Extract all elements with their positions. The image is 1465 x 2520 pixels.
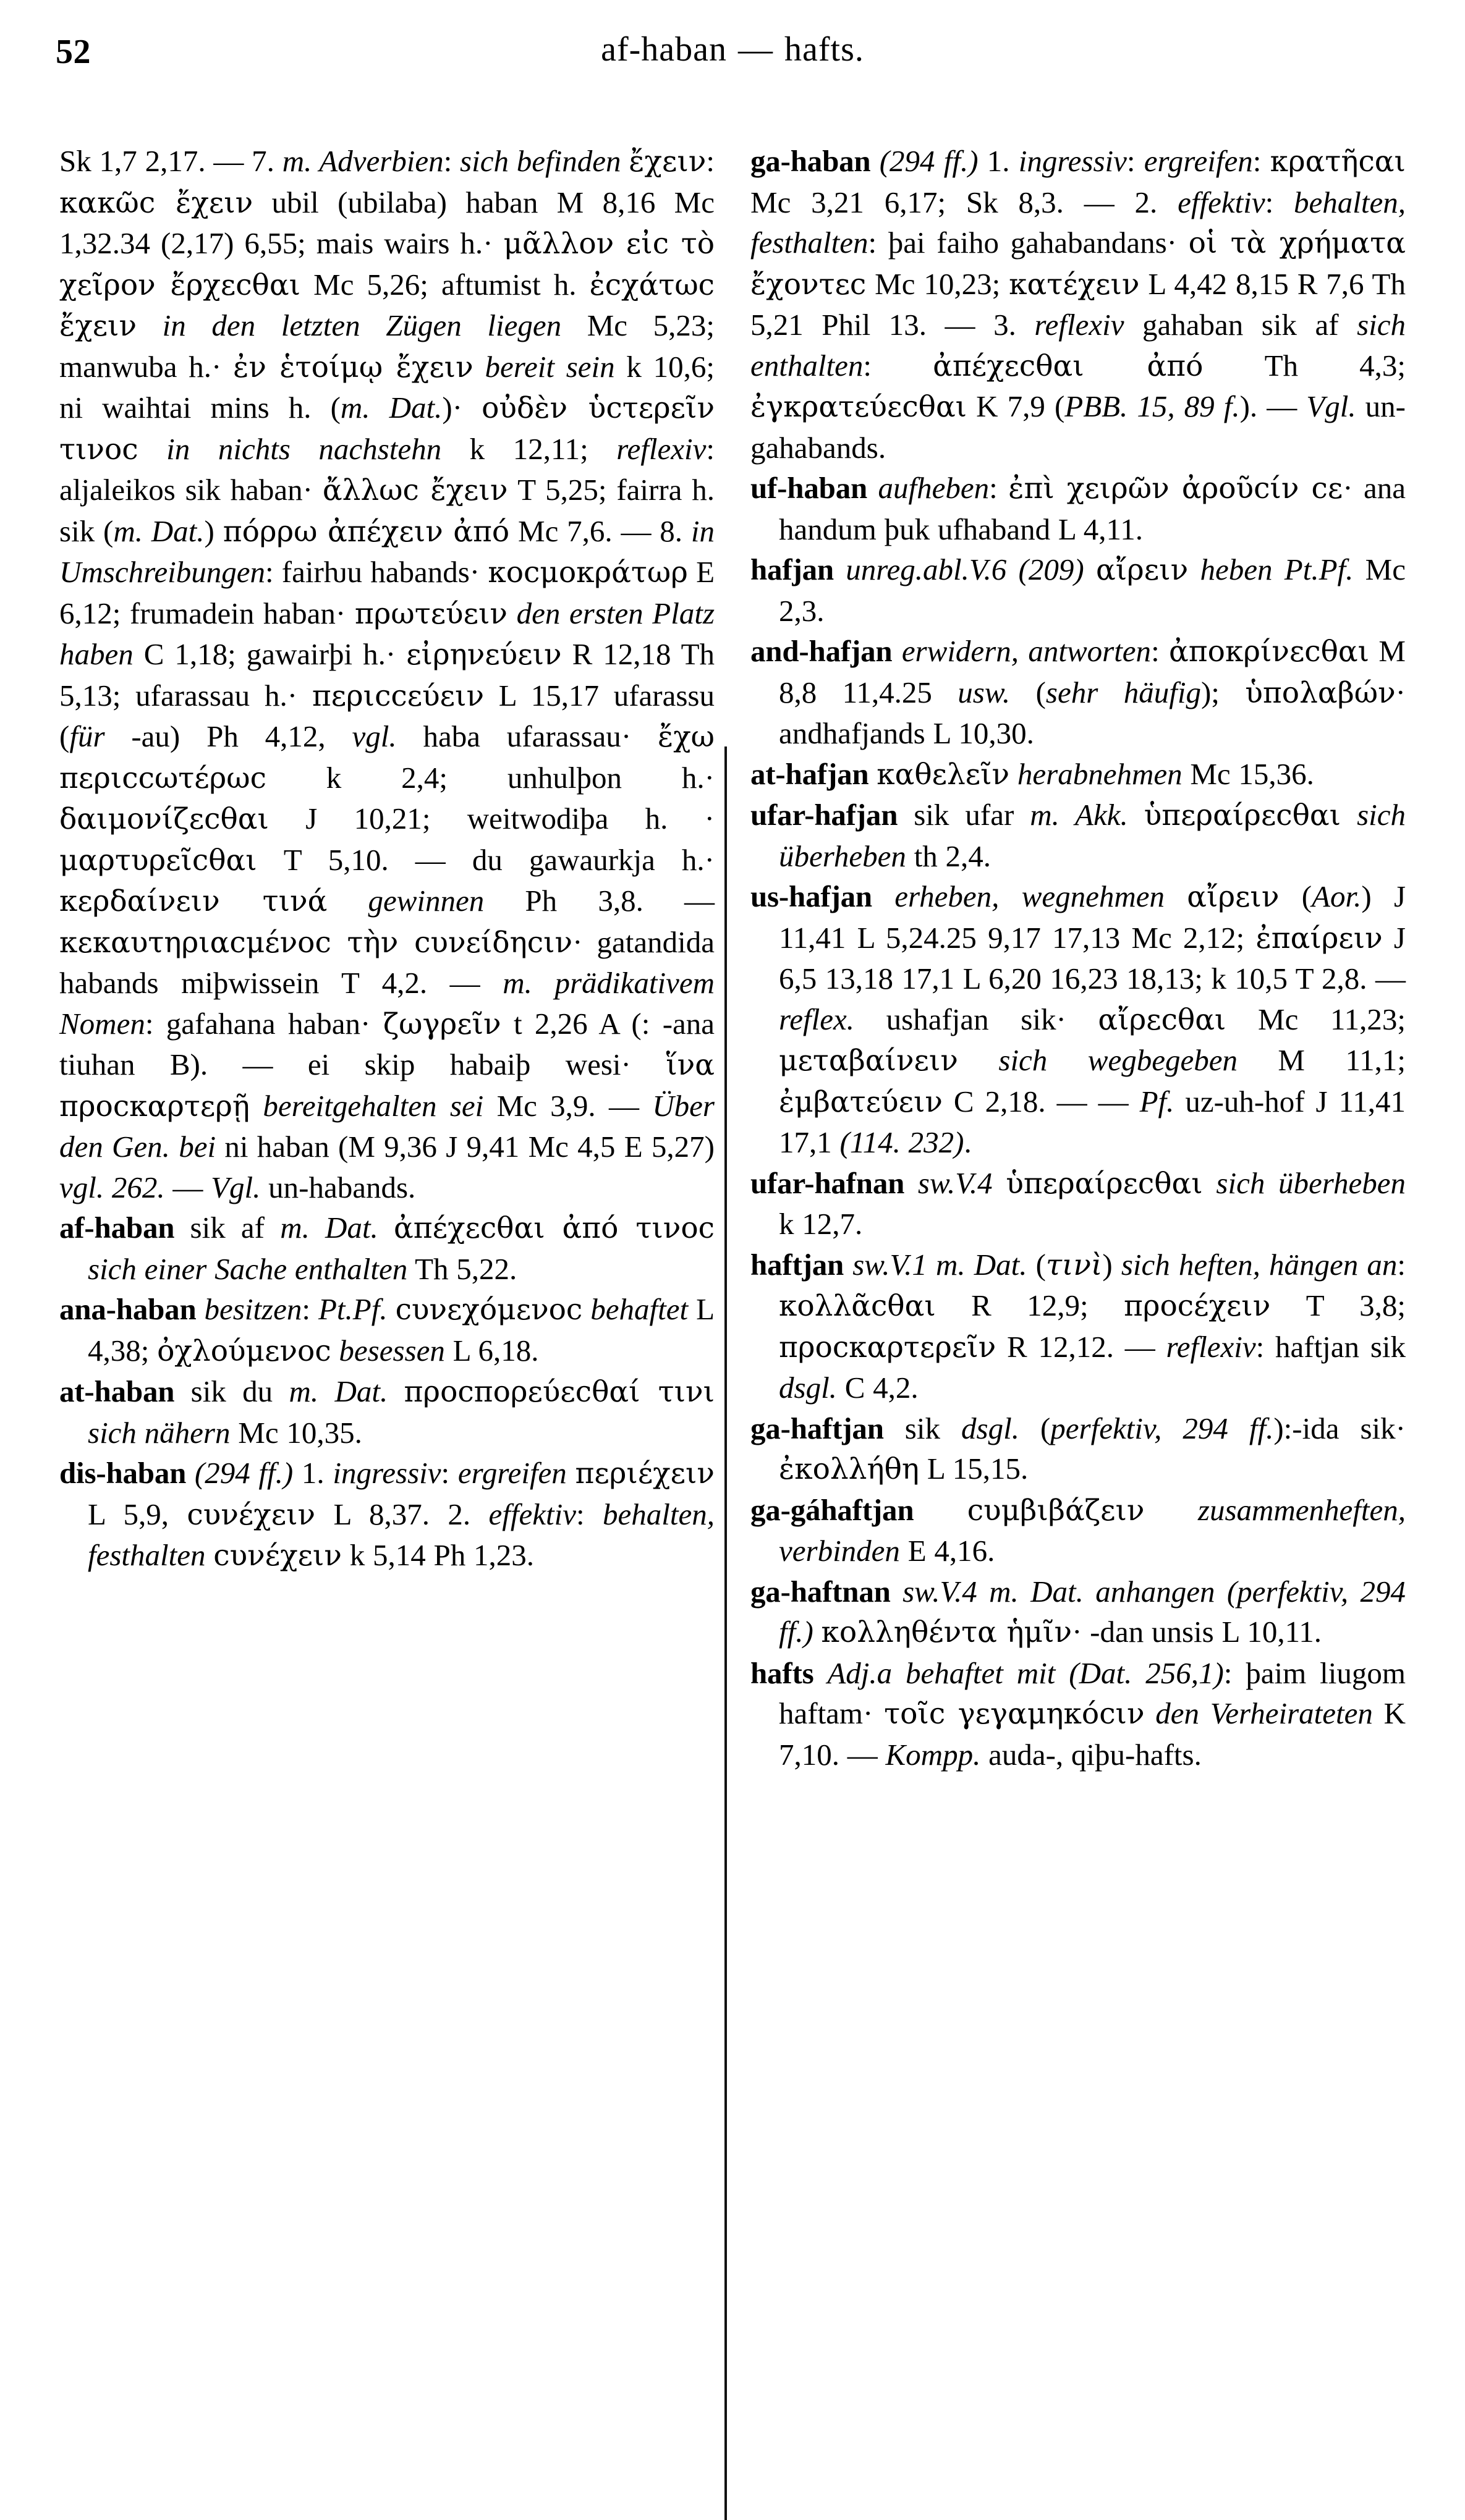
page-number: 52 bbox=[56, 33, 91, 71]
headword: hafjan bbox=[750, 552, 834, 586]
headword: at-haban bbox=[59, 1374, 175, 1408]
dictionary-entry: af-haban sik af m. Dat. ἀπέχεcθαι ἀπό τινοc sich einer Sache enthalten Th 5,22. bbox=[59, 1211, 715, 1286]
dictionary-entry: hafjan unreg.abl.V.6 (209) αἴρειν heben Pt.Pf. Mc 2,3. bbox=[750, 552, 1406, 628]
dictionary-entry: ufar-hafjan sik ufar m. Akk. ὑπεραίρεcθαι sich überheben th 2,4. bbox=[750, 798, 1406, 873]
headword: at-hafjan bbox=[750, 756, 869, 791]
text-body bbox=[0, 141, 1465, 2489]
dictionary-entry: at-hafjan καθελεῖν herabnehmen Mc 15,36. bbox=[750, 756, 1314, 792]
headword: af-haban bbox=[59, 1211, 175, 1245]
headword: ga-haftnan bbox=[750, 1574, 891, 1609]
column-left bbox=[59, 141, 715, 1576]
running-head-right: hafts. bbox=[784, 30, 864, 69]
column-divider-rule bbox=[724, 746, 727, 2520]
dictionary-entry: haftjan sw.V.1 m. Dat. (τινὶ) sich heften, hängen an: κολλᾶcθαι R 12,9; προcέχειν T 3,8; προcκαρτερεῖν R 12,12. — reflexiv: haftjan sik dsgl. C 4,2. bbox=[750, 1247, 1406, 1405]
headword: ana-haban bbox=[59, 1292, 197, 1326]
dictionary-entry: us-hafjan erheben, wegnehmen αἴρειν (Aor.) J 11,41 L 5,24.25 9,17 17,13 Mc 2,12; ἐπαίρειν J 6,5 13,18 17,1 L 6,20 16,23 18,13; k 10,5 T 2,8. — reflex. ushafjan sik· αἴρεcθαι Mc 11,23; μεταβαίνειν sich wegbegeben M 11,1; ἐμβατεύειν C 2,18. — — Pf. uz-uh-hof J 11,41 17,1 (114. 232). bbox=[750, 879, 1406, 1159]
dictionary-entry: and-hafjan erwidern, antworten: ἀποκρίνεcθαι M 8,8 11,4.25 usw. (sehr häufig); ὑπολαβών· andhafjands L 10,30. bbox=[750, 634, 1406, 750]
dictionary-entry: ga-haftnan sw.V.4 m. Dat. anhangen (perfektiv, 294 ff.) κολληθέντα ἡμῖν· -dan unsis L 10,11. bbox=[750, 1574, 1406, 1649]
headword: uf-haban bbox=[750, 471, 868, 505]
headword: ga-haftjan bbox=[750, 1411, 884, 1445]
dictionary-entry: ga-haftjan sik dsgl. (perfektiv, 294 ff.):-ida sik· ἐκολλήθη L 15,15. bbox=[750, 1411, 1406, 1486]
headword: ufar-hafjan bbox=[750, 798, 898, 832]
dictionary-entry: ufar-hafnan sw.V.4 ὑπεραίρεcθαι sich überheben k 12,7. bbox=[750, 1165, 1406, 1241]
dictionary-entry: at-haban sik du m. Dat. προcπορεύεcθαί τινι sich nähern Mc 10,35. bbox=[59, 1374, 715, 1450]
headword: hafts bbox=[750, 1655, 814, 1690]
running-head bbox=[0, 30, 1465, 83]
headword: haftjan bbox=[750, 1247, 844, 1282]
page-title bbox=[0, 30, 1465, 69]
headword: ga-gáhaftjan bbox=[750, 1492, 914, 1527]
headword: and-hafjan bbox=[750, 634, 893, 668]
headword: ufar-hafnan bbox=[750, 1165, 905, 1200]
dictionary-entry: hafts Adj.a behaftet mit (Dat. 256,1): þaim liugom haftam· τοῖc γεγαμηκόcιν den Verheirateten K 7,10. — Kompp. auda-, qiþu-hafts. bbox=[750, 1655, 1406, 1772]
headword: dis-haban bbox=[59, 1456, 187, 1490]
headword: us-hafjan bbox=[750, 879, 872, 913]
column-right bbox=[750, 141, 1406, 1775]
dictionary-entry: ga-haban (294 ff.) 1. ingressiv: ergreifen: κρατῆcαι Mc 3,21 6,17; Sk 8,3. — 2. effektiv: behalten, festhalten: þai faiho gahabandans· οἱ τὰ χρήματα ἔχοντεc Mc 10,23; κατέχειν L 4,42 8,15 R 7,6 Th 5,21 Phil 13. — 3. reflexiv gahaban sik af sich enthalten: ἀπέχεcθαι ἀπό Th 4,3; ἐγκρατεύεcθαι K 7,9 (PBB. 15, 89 f.). — Vgl. un-gahabands. bbox=[750, 144, 1406, 465]
dictionary-entry: ga-gáhaftjan cυμβιβάζειν zusammenheften, verbinden E 4,16. bbox=[750, 1492, 1406, 1568]
dictionary-entry: ana-haban besitzen: Pt.Pf. cυνεχόμενοc behaftet L 4,38; ὀχλούμενοc besessen L 6,18. bbox=[59, 1292, 715, 1368]
dictionary-entry: dis-haban (294 ff.) 1. ingressiv: ergreifen περιέχειν L 5,9, cυνέχειν L 8,37. 2. effektiv: behalten, festhalten cυνέχειν k 5,14 Ph 1,23. bbox=[59, 1456, 715, 1573]
running-head-dash: — bbox=[738, 30, 773, 69]
dictionary-entry: Sk 1,7 2,17. — 7. m. Adverbien: sich befinden ἔχειν: κακῶc ἔχειν ubil (ubilaba) haban M 8,16 Mc 1,32.34 (2,17) 6,55; mais wairs h.· μᾶλλον εἰc τὸ χεῖρον ἔρχεcθαι Mc 5,26; aftumist h. ἐcχάτωc ἔχειν in den letzten Zügen liegen Mc 5,23; manwuba h.· ἐν ἑτοίμῳ ἔχειν bereit sein k 10,6; ni waihtai mins h. (m. Dat.)· οὐδὲν ὑcτερεῖν τινοc in nichts nachstehn k 12,11; reflexiv: aljaleikos sik haban· ἄλλωc ἔχειν T 5,25; fairra h. sik (m. Dat.) πόρρω ἀπέχειν ἀπό Mc 7,6. — 8. in Umschreibungen: fairƕu habands· κοcμοκράτωρ E 6,12; frumadein haban· πρωτεύειν den ersten Platz haben C 1,18; gawairþi h.· εἰρηνεύειν R 12,18 Th 5,13; ufarassau h.· περιccεύειν L 15,17 ufarassu (für -au) Ph 4,12, vgl. haba ufarassau· ἔχω περιccωτέρωc k 2,4; unhulþon h.· δαιμονίζεcθαι J 10,21; weitwodiþa h. · μαρτυρεῖcθαι T 5,10. — du gawaurkja h.· κερδαίνειν τινά gewinnen Ph 3,8. — κεκαυτηριαcμένοc τὴν cυνείδηcιν· gatandida habands miþwissein T 4,2. — m. prädikativem Nomen: gafahana haban· ζωγρεῖν t 2,26 A (: -ana tiuhan B). — ei skip habaiþ wesi· ἵνα προcκαρτερῇ bereitgehalten sei Mc 3,9. — Über den Gen. bei ni haban (M 9,36 J 9,41 Mc 4,5 E 5,27) vgl. 262. — Vgl. un-habands. bbox=[59, 144, 715, 1204]
running-head-left: af-haban bbox=[601, 30, 727, 69]
headword: ga-haban bbox=[750, 144, 871, 178]
dictionary-entry: uf-haban aufheben: ἐπὶ χειρῶν ἀροῦcίν cε· ana handum þuk ufhaband L 4,11. bbox=[750, 471, 1406, 546]
